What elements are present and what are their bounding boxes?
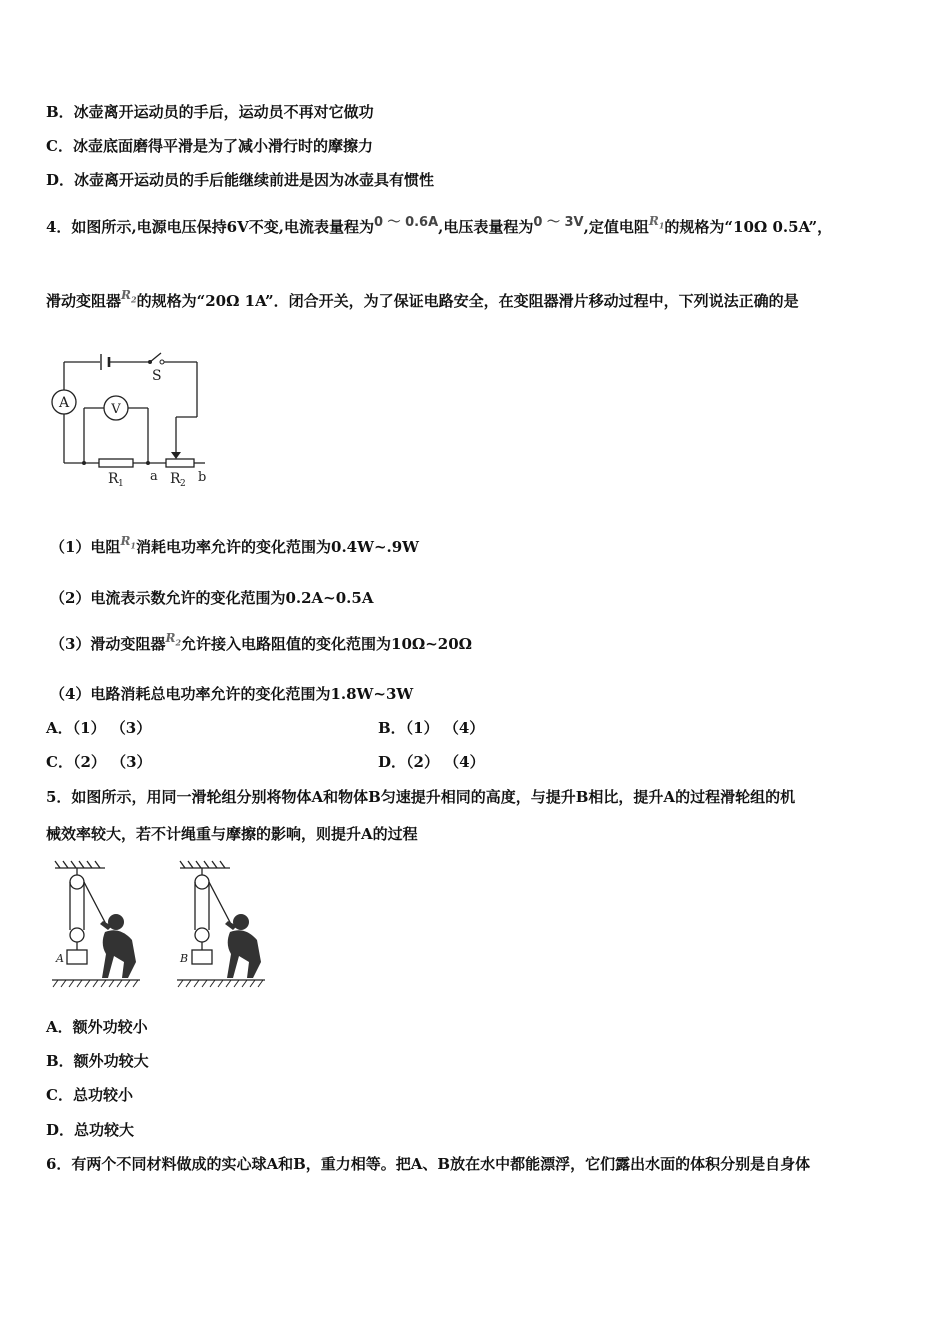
q4-stem-text-3: ,定值电阻 — [583, 218, 649, 236]
q3-option-d: D．冰壶离开运动员的手后能继续前进是因为冰壶具有惯性 — [46, 171, 435, 189]
q4-statement-1: （1）电阻$^{R_1}$消耗电功率允许的变化范围为0.4W~.9W — [50, 534, 420, 556]
ammeter-label: A — [58, 395, 70, 411]
pulley-figure — [50, 858, 275, 988]
r1-label-sub: 1 — [118, 479, 124, 489]
q5-option-a: A．额外功较小 — [46, 1018, 148, 1036]
q3-option-b: B．冰壶离开运动员的手后，运动员不再对它做功 — [46, 103, 374, 121]
q4-option-d: D．（2） （4） — [378, 753, 485, 771]
q4-stem-text-1: 4．如图所示,电源电压保持6V不变,电流表量程为 — [46, 218, 374, 236]
q5-stem-line1: 5．如图所示，用同一滑轮组分别将物体A和物体B匀速提升相同的高度，与提升B相比，提升A的过程滑轮组的机 — [46, 788, 796, 806]
q4-option-c: C．（2） （3） — [46, 753, 152, 771]
r2-label: R — [170, 471, 181, 487]
q4-statement-3: （3）滑动变阻器$^{R_2}$允许接入电路阻值的变化范围为10Ω~20Ω — [50, 631, 473, 653]
ammeter-range-formula: 0 ～ 0.6A — [373, 215, 439, 230]
point-a-label: a — [150, 469, 158, 484]
q4-statement-4: （4）电路消耗总电功率允许的变化范围为1.8W~3W — [50, 685, 414, 703]
q4-stem-text-4: 的规格为“10Ω 0.5A”， — [664, 218, 833, 236]
q4-statement-2: （2）电流表示数允许的变化范围为0.2A~0.5A — [50, 589, 374, 607]
q4-option-b: B．（1） （4） — [378, 719, 485, 737]
q4-stem-text-2: ,电压表量程为 — [438, 218, 534, 236]
q4-stem-text-5: 滑动变阻器 — [46, 292, 122, 310]
q6-stem-line1: 6．有两个不同材料做成的实心球A和B，重力相等。把A、B放在水中都能漂浮，它们露出水面的体积分别是自身体 — [46, 1155, 811, 1173]
q3-option-c: C．冰壶底面磨得平滑是为了减小滑行时的摩擦力 — [46, 137, 373, 155]
pulley-label-a: A — [56, 952, 64, 965]
q5-option-c: C．总功较小 — [46, 1086, 133, 1104]
voltmeter-label: V — [111, 402, 121, 417]
switch-label: S — [152, 368, 162, 384]
r1-symbol: R1 — [648, 214, 665, 231]
r1-label: R — [108, 471, 119, 487]
circuit-diagram — [40, 342, 225, 492]
q5-option-d: D．总功较大 — [46, 1121, 135, 1139]
q4-option-a: A．（1） （3） — [46, 719, 152, 737]
q4-stem-text-6: 的规格为“20Ω 1A”．闭合开关，为了保证电路安全，在变阻器滑片移动过程中，下列说法正确的是 — [136, 292, 799, 310]
q5-option-b: B．额外功较大 — [46, 1052, 149, 1070]
point-b-label: b — [198, 470, 207, 485]
r2-symbol: R2 — [121, 288, 137, 305]
r2-symbol-inline: R2 — [165, 631, 182, 648]
r1-symbol-inline: R1 — [120, 534, 136, 551]
r2-label-sub: 2 — [180, 479, 186, 489]
q4-stem-line1 — [46, 214, 833, 242]
voltmeter-range-formula: 0 ～ 3V — [533, 215, 584, 230]
pulley-label-b: B — [180, 952, 189, 965]
q4-stem-line2 — [46, 288, 799, 316]
q5-stem-line2: 械效率较大，若不计绳重与摩擦的影响，则提升A的过程 — [46, 825, 418, 843]
